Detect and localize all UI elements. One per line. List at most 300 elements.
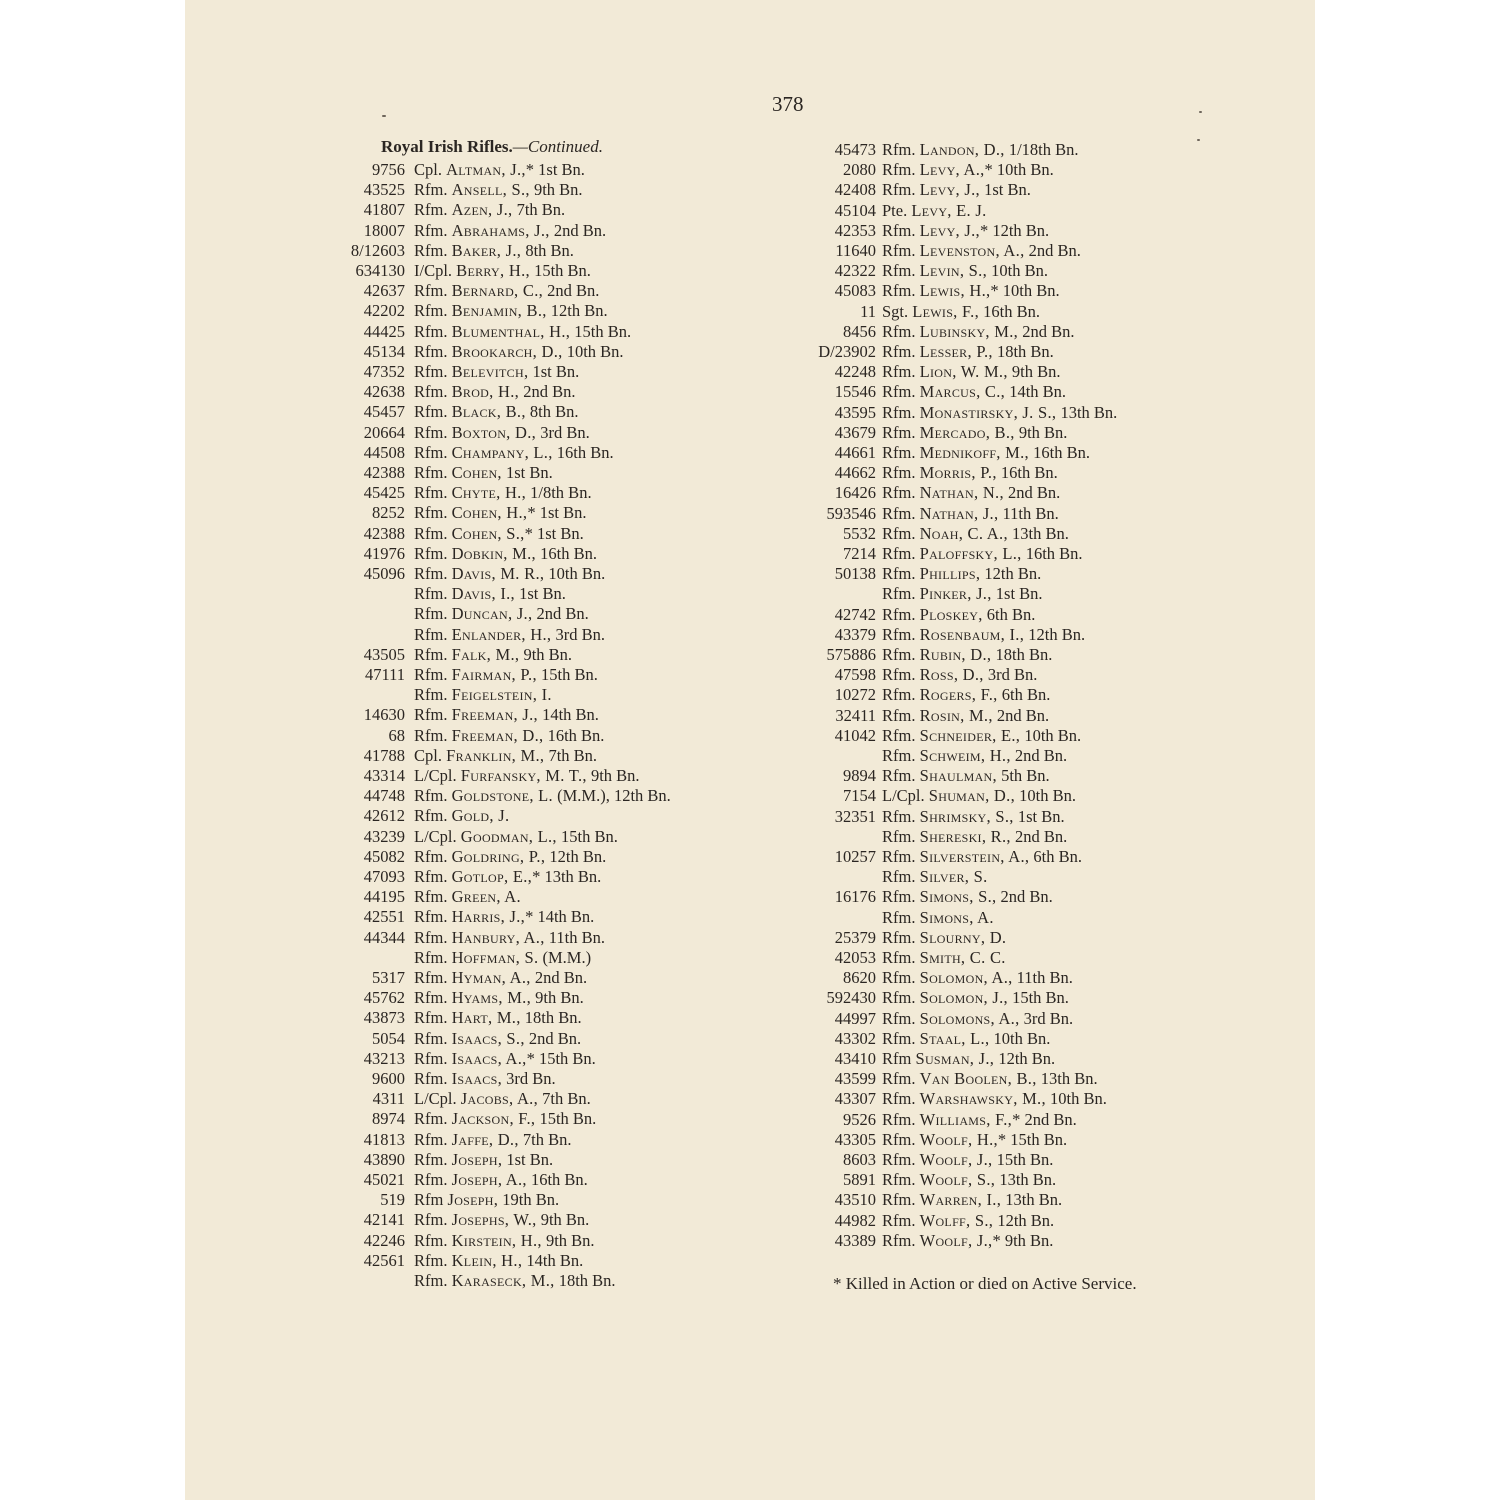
entry-text xyxy=(414,1251,583,1271)
entry-text xyxy=(414,1089,591,1109)
book-page xyxy=(185,0,1315,1500)
rank: Rfm. xyxy=(882,523,916,543)
service-number: 45134 xyxy=(363,341,405,361)
rank: Rfm. xyxy=(414,523,448,543)
entry-text xyxy=(882,726,1081,746)
unit-detail: 3rd Bn. xyxy=(536,422,590,442)
service-number: 42637 xyxy=(363,281,405,301)
soldier-name: Levenston, A., xyxy=(919,241,1025,260)
rank: Rfm. xyxy=(414,1008,448,1028)
unit-detail: 5th Bn. xyxy=(996,766,1050,786)
entry-text xyxy=(414,362,579,382)
unit-detail: 16th Bn. xyxy=(552,442,614,462)
rank: Rfm. xyxy=(882,1008,916,1028)
soldier-name: Baker, J., xyxy=(451,240,522,260)
entry-text xyxy=(882,766,1050,786)
unit-detail: 2nd Bn. xyxy=(1024,241,1081,260)
rank: Rfm. xyxy=(882,624,916,644)
unit-detail: 9th Bn. xyxy=(531,988,584,1008)
soldier-name: Hanbury, A., xyxy=(451,927,545,947)
soldier-name: Franklin, M., xyxy=(446,745,545,765)
service-number: 45104 xyxy=(834,200,876,220)
rank: Rfm. xyxy=(414,968,448,987)
rank: Rfm. xyxy=(882,483,916,503)
entry-text xyxy=(414,281,599,301)
service-number: 43379 xyxy=(834,624,876,644)
soldier-name: Levin, S., xyxy=(919,261,988,281)
rank: Rfm. xyxy=(414,321,448,341)
rank: Rfm. xyxy=(882,1170,916,1190)
service-number: 47093 xyxy=(363,867,405,886)
page-speck xyxy=(1197,139,1200,141)
entry-text xyxy=(414,827,618,847)
soldier-name: Goldring, P., xyxy=(451,846,546,866)
soldier-name: Hart, M., xyxy=(451,1008,521,1028)
rank: Rfm. xyxy=(414,341,448,361)
rank: Rfm. xyxy=(414,705,448,725)
entry-text xyxy=(882,605,1035,625)
entry-text xyxy=(414,948,591,968)
entry-text xyxy=(882,685,1050,705)
unit-detail: 1st Bn. xyxy=(528,362,580,381)
entry-text xyxy=(882,1231,1053,1251)
service-number: 43305 xyxy=(834,1129,876,1149)
soldier-name: Cohen, H., xyxy=(451,503,528,523)
service-number: 41813 xyxy=(363,1129,405,1149)
rank: Rfm. xyxy=(882,422,916,442)
unit-detail: 2nd Bn. xyxy=(1010,826,1068,846)
unit-detail: 18th Bn. xyxy=(991,645,1053,664)
unit-detail: 3rd Bn. xyxy=(1019,1008,1074,1028)
soldier-name: Chyte, H., xyxy=(451,483,527,503)
unit-detail: 7th Bn. xyxy=(544,745,598,765)
service-number: 43239 xyxy=(363,826,405,846)
unit-detail: 16th Bn. xyxy=(526,1170,588,1189)
soldier-name: Solomon, A., xyxy=(919,968,1013,988)
unit-detail: * 1st Bn. xyxy=(525,160,585,179)
entry-text xyxy=(882,1211,1054,1231)
unit-detail: 9th Bn. xyxy=(529,180,583,200)
unit-detail: 16th Bn. xyxy=(1028,443,1090,462)
service-number: 8/12603 xyxy=(350,240,405,260)
service-number: 47598 xyxy=(834,665,876,685)
rank: Rfm. xyxy=(882,826,916,846)
page-speck xyxy=(382,115,386,117)
entry-text xyxy=(414,1069,556,1089)
soldier-name: Benjamin, B., xyxy=(451,301,547,321)
entry-text xyxy=(414,301,608,321)
soldier-name: Goodman, L., xyxy=(460,826,557,846)
service-number: 42322 xyxy=(834,261,876,281)
rank: Rfm. xyxy=(882,220,916,240)
entry-text xyxy=(882,847,1082,867)
rank: Rfm. xyxy=(882,1230,916,1250)
entry-text xyxy=(414,503,586,523)
soldier-name: Rosin, M., xyxy=(919,705,993,725)
soldier-name: Ploskey, xyxy=(919,604,983,624)
entry-text xyxy=(882,443,1090,463)
unit-detail: 14th Bn. xyxy=(522,1250,584,1270)
service-number: 42246 xyxy=(363,1230,405,1250)
entry-text xyxy=(882,544,1083,564)
entry-text xyxy=(882,423,1067,443)
unit-detail: 8th Bn. xyxy=(525,402,579,422)
soldier-name: Slourny, D. xyxy=(919,927,1007,947)
rank: Rfm. xyxy=(882,261,916,281)
rank: Rfm. xyxy=(414,1271,448,1290)
rank: Pte. xyxy=(882,200,908,220)
unit-detail: * 10th Bn. xyxy=(984,160,1054,180)
soldier-name: Silver, S. xyxy=(919,867,988,887)
entry-text xyxy=(882,463,1058,483)
unit-detail: 1st Bn. xyxy=(1013,806,1065,826)
entry-text xyxy=(414,402,579,422)
service-number: 8252 xyxy=(372,503,405,523)
soldier-name: Gold, J. xyxy=(451,806,510,826)
soldier-name: Champany, L., xyxy=(451,442,553,462)
service-number: 15546 xyxy=(834,382,876,402)
soldier-name: Blumenthal, H., xyxy=(451,321,571,341)
unit-detail: 9th Bn. xyxy=(1014,422,1068,442)
unit-detail: 11th Bn. xyxy=(1012,968,1073,988)
rank: Rfm. xyxy=(414,786,448,806)
entry-text xyxy=(414,1130,572,1150)
soldier-name: Susman, J., xyxy=(915,1049,995,1068)
entry-text xyxy=(414,483,592,503)
rank: Rfm. xyxy=(414,362,448,381)
service-number: 44982 xyxy=(834,1210,876,1230)
soldier-name: Simons, S., xyxy=(919,887,997,907)
service-number: 45083 xyxy=(834,281,876,301)
service-number: 42742 xyxy=(834,604,876,624)
service-number: 43307 xyxy=(834,1089,876,1109)
unit-detail: 7th Bn. xyxy=(518,1129,572,1149)
service-number: 42612 xyxy=(363,806,405,826)
unit-detail: 11th Bn. xyxy=(544,927,605,947)
service-number: 32411 xyxy=(835,705,876,725)
soldier-name: Dobkin, M., xyxy=(451,543,536,563)
soldier-name: Freeman, J., xyxy=(451,705,538,725)
rank: Rfm. xyxy=(882,321,916,341)
service-number: 10272 xyxy=(834,685,876,705)
rank: Rfm. xyxy=(882,1129,916,1149)
service-number: 43410 xyxy=(834,1049,876,1068)
rank: Rfm. xyxy=(882,685,916,705)
service-number: 41807 xyxy=(363,200,405,220)
rank: Rfm. xyxy=(882,847,916,866)
service-number: 25379 xyxy=(834,927,876,947)
entry-text xyxy=(414,685,552,705)
unit-detail: 13th Bn. xyxy=(995,1170,1057,1190)
unit-detail: 10th Bn. xyxy=(544,564,606,583)
entry-text xyxy=(414,180,583,200)
entry-text xyxy=(882,322,1074,342)
rank: Rfm. xyxy=(414,543,448,563)
unit-detail: 1st Bn. xyxy=(514,584,566,604)
entry-text xyxy=(882,564,1041,584)
entry-text xyxy=(882,221,1049,241)
service-number: 42141 xyxy=(363,1210,405,1230)
entry-text xyxy=(882,180,1031,200)
rank: Rfm. xyxy=(882,907,916,927)
soldier-name: Silverstein, A., xyxy=(919,847,1030,866)
unit-detail: 1st Bn. xyxy=(502,1149,554,1169)
unit-detail: 13th Bn. xyxy=(1007,523,1069,543)
soldier-name: Shaulman, xyxy=(919,766,997,786)
unit-detail: 2nd Bn. xyxy=(996,887,1053,907)
service-number: 45021 xyxy=(363,1170,405,1189)
soldier-name: Cohen, xyxy=(451,463,502,482)
rank: Rfm. xyxy=(882,180,916,200)
soldier-name: Simons, A. xyxy=(919,907,994,927)
entry-text xyxy=(414,443,614,463)
entry-text xyxy=(414,423,590,443)
rank: Rfm. xyxy=(414,1048,448,1068)
rank: Rfm. xyxy=(414,806,448,826)
unit-detail: (M.M.), 12th Bn. xyxy=(552,786,671,806)
entry-text xyxy=(414,200,565,220)
rank: Sgt. xyxy=(882,301,909,321)
rank: Rfm. xyxy=(414,200,448,220)
soldier-name: Levy, J., xyxy=(919,220,980,240)
entry-text xyxy=(414,705,599,725)
unit-detail: 6th Bn. xyxy=(1029,847,1083,866)
rank: Rfm. xyxy=(882,1028,916,1048)
service-number: 43302 xyxy=(834,1028,876,1048)
entry-text xyxy=(882,1089,1107,1109)
unit-detail: 15th Bn. xyxy=(570,321,632,341)
unit-detail: 16th Bn. xyxy=(979,301,1040,321)
service-number: 43679 xyxy=(834,422,876,442)
entry-text xyxy=(882,1110,1077,1130)
service-number: 43599 xyxy=(834,1069,876,1089)
entry-text xyxy=(882,524,1069,544)
soldier-name: Mednikoff, M., xyxy=(919,443,1029,462)
rank: Rfm. xyxy=(414,725,448,745)
entry-text xyxy=(414,907,594,927)
rank: Rfm. xyxy=(414,1149,448,1169)
unit-detail: 2nd Bn. xyxy=(992,705,1050,725)
soldier-name: Lesser, P., xyxy=(919,342,993,361)
rank: Rfm. xyxy=(882,1109,916,1129)
rank: Rfm. xyxy=(414,180,448,200)
entry-text xyxy=(414,968,587,988)
service-number: 5317 xyxy=(372,968,405,987)
service-number: 45762 xyxy=(363,988,405,1008)
entry-text xyxy=(882,948,1006,968)
unit-detail: 18th Bn. xyxy=(520,1008,582,1028)
entry-text xyxy=(414,847,606,867)
unit-detail: * 15th Bn. xyxy=(526,1048,596,1068)
service-number: 10257 xyxy=(834,847,876,866)
rank: L/Cpl. xyxy=(414,826,457,846)
entry-text xyxy=(414,887,521,907)
service-number: 5891 xyxy=(843,1170,876,1190)
rank: Rfm. xyxy=(882,604,916,624)
entry-text xyxy=(882,584,1043,604)
page-number: 378 xyxy=(772,92,804,116)
rank: Rfm xyxy=(414,1190,444,1210)
soldier-name: Pinker, J., xyxy=(919,584,992,604)
rank: Rfm. xyxy=(414,644,448,664)
soldier-name: Monastirsky, J. S., xyxy=(919,402,1057,422)
soldier-name: Shrimsky, S., xyxy=(919,806,1014,826)
rank: Rfm. xyxy=(414,988,448,1008)
rank: Rfm. xyxy=(414,867,448,886)
service-number: 2080 xyxy=(843,160,876,180)
rank: Rfm. xyxy=(414,1109,448,1129)
rank: Rfm. xyxy=(882,281,916,301)
service-number: 42561 xyxy=(363,1250,405,1270)
soldier-name: Woolf, J., xyxy=(919,1150,993,1169)
unit-detail: 10th Bn. xyxy=(1045,1089,1107,1109)
service-number: 43510 xyxy=(834,1190,876,1210)
entry-text xyxy=(882,1130,1067,1150)
entry-text xyxy=(882,342,1054,362)
rank: Rfm. xyxy=(882,140,916,159)
entry-text xyxy=(414,241,574,261)
rank: Rfm. xyxy=(882,241,916,260)
unit-detail: 2nd Bn. xyxy=(524,1028,582,1048)
unit-detail: 16th Bn. xyxy=(1021,544,1083,563)
unit-detail: 15th Bn. xyxy=(529,261,591,280)
rank: Rfm. xyxy=(882,503,916,523)
soldier-name: Phillips, xyxy=(919,564,981,584)
soldier-name: Furfansky, M. T., xyxy=(460,766,587,785)
entry-text xyxy=(414,322,631,342)
soldier-name: Enlander, H., xyxy=(451,624,552,644)
entry-text xyxy=(882,302,1040,322)
unit-detail: 13th Bn. xyxy=(1001,1190,1063,1210)
service-number: D/23902 xyxy=(818,342,876,361)
service-number: 42388 xyxy=(363,463,405,482)
unit-detail: * 15th Bn. xyxy=(997,1129,1068,1149)
rank: Rfm. xyxy=(414,1170,448,1189)
service-number: 41042 xyxy=(834,725,876,745)
entry-text xyxy=(882,827,1067,847)
soldier-name: Levy, E. J. xyxy=(911,200,987,220)
soldier-name: Schneider, E., xyxy=(919,725,1021,745)
service-number: 20664 xyxy=(363,422,405,442)
service-number: 5532 xyxy=(843,523,876,543)
entry-text xyxy=(414,1049,596,1069)
rank: Rfm. xyxy=(882,927,916,947)
service-number: 16426 xyxy=(834,483,876,503)
soldier-name: Landon, D., xyxy=(919,140,1005,159)
entry-text xyxy=(882,140,1079,160)
rank: Rfm. xyxy=(414,463,448,482)
entry-text xyxy=(414,625,605,645)
soldier-name: Hyman, A., xyxy=(451,968,531,987)
service-number: 42638 xyxy=(363,382,405,402)
unit-detail: * 12th Bn. xyxy=(979,220,1050,240)
service-number: 9526 xyxy=(843,1109,876,1129)
entry-text xyxy=(414,766,640,786)
rank: Rfm. xyxy=(414,1129,448,1149)
soldier-name: Goldstone, L. xyxy=(451,786,553,806)
soldier-name: Feigelstein, I. xyxy=(451,685,552,705)
soldier-name: Paloffsky, L., xyxy=(919,544,1022,563)
soldier-name: Jacobs, A., xyxy=(460,1089,539,1109)
soldier-name: Falk, M., xyxy=(451,644,520,664)
unit-detail: 16th Bn. xyxy=(543,725,605,745)
rank: Rfm. xyxy=(882,665,916,685)
service-number: 47352 xyxy=(363,362,405,381)
soldier-name: Fairman, P., xyxy=(451,665,537,684)
rank: Rfm. xyxy=(414,624,448,644)
unit-detail: 6th Bn. xyxy=(997,685,1051,705)
entry-text xyxy=(414,564,605,584)
unit-detail: 15th Bn. xyxy=(535,1109,597,1129)
service-number: 593546 xyxy=(826,503,876,523)
service-number: 42551 xyxy=(363,907,405,927)
soldier-name: Ansell, S., xyxy=(451,180,530,200)
service-number: 11 xyxy=(860,301,876,321)
soldier-name: Morris, P., xyxy=(919,463,997,483)
rank: Rfm. xyxy=(414,665,448,684)
service-number: 41976 xyxy=(363,543,405,563)
entry-text xyxy=(882,1190,1062,1210)
service-number: 7154 xyxy=(843,786,876,806)
service-number: 575886 xyxy=(826,645,876,664)
unit-detail: 8th Bn. xyxy=(521,240,574,260)
rank: Rfm. xyxy=(414,927,448,947)
entry-text xyxy=(882,807,1065,827)
soldier-name: Solomons, A., xyxy=(919,1008,1020,1028)
entry-text xyxy=(882,867,988,887)
service-number: 42388 xyxy=(363,523,405,543)
unit-detail: 9th Bn. xyxy=(519,644,573,664)
unit-detail: 3rd Bn. xyxy=(551,624,605,644)
soldier-name: Bernard, C., xyxy=(451,281,544,301)
unit-detail: 16th Bn. xyxy=(535,543,597,563)
unit-detail: 9th Bn. xyxy=(536,1210,590,1230)
rank: Rfm. xyxy=(414,1210,448,1230)
entry-text xyxy=(414,221,606,241)
rank: Rfm. xyxy=(882,362,916,382)
soldier-name: Davis, M. R., xyxy=(451,564,545,583)
soldier-name: Rubin, D., xyxy=(919,645,992,664)
entry-text xyxy=(882,645,1052,665)
rank: Rfm. xyxy=(882,382,916,402)
unit-detail: * 2nd Bn. xyxy=(1012,1109,1077,1129)
rank: Rfm. xyxy=(882,443,916,462)
rank: Rfm. xyxy=(414,846,448,866)
rank: Rfm. xyxy=(414,240,448,260)
rank: Rfm. xyxy=(414,402,448,422)
entry-text xyxy=(882,1049,1055,1069)
service-number: 44997 xyxy=(834,1008,876,1028)
rank: Rfm. xyxy=(414,1250,448,1270)
entry-text xyxy=(882,201,987,221)
unit-detail: 2nd Bn. xyxy=(543,281,600,301)
soldier-name: Berry, H., xyxy=(456,261,530,280)
rank: Rfm. xyxy=(882,806,916,826)
soldier-name: Nathan, N., xyxy=(919,483,1004,503)
service-number: 5054 xyxy=(372,1028,405,1048)
service-number: 45096 xyxy=(363,564,405,583)
unit-detail: 3rd Bn. xyxy=(502,1069,556,1088)
unit-detail: 15th Bn. xyxy=(1007,988,1069,1008)
soldier-name: Williams, F., xyxy=(919,1109,1013,1129)
entry-text xyxy=(414,806,509,826)
entry-text xyxy=(882,706,1049,726)
soldier-name: Hyams, M., xyxy=(451,988,532,1008)
unit-detail: * 10th Bn. xyxy=(990,281,1060,301)
rank: Rfm. xyxy=(882,705,916,725)
service-number: 44195 xyxy=(363,887,405,907)
service-number: 50138 xyxy=(834,564,876,584)
